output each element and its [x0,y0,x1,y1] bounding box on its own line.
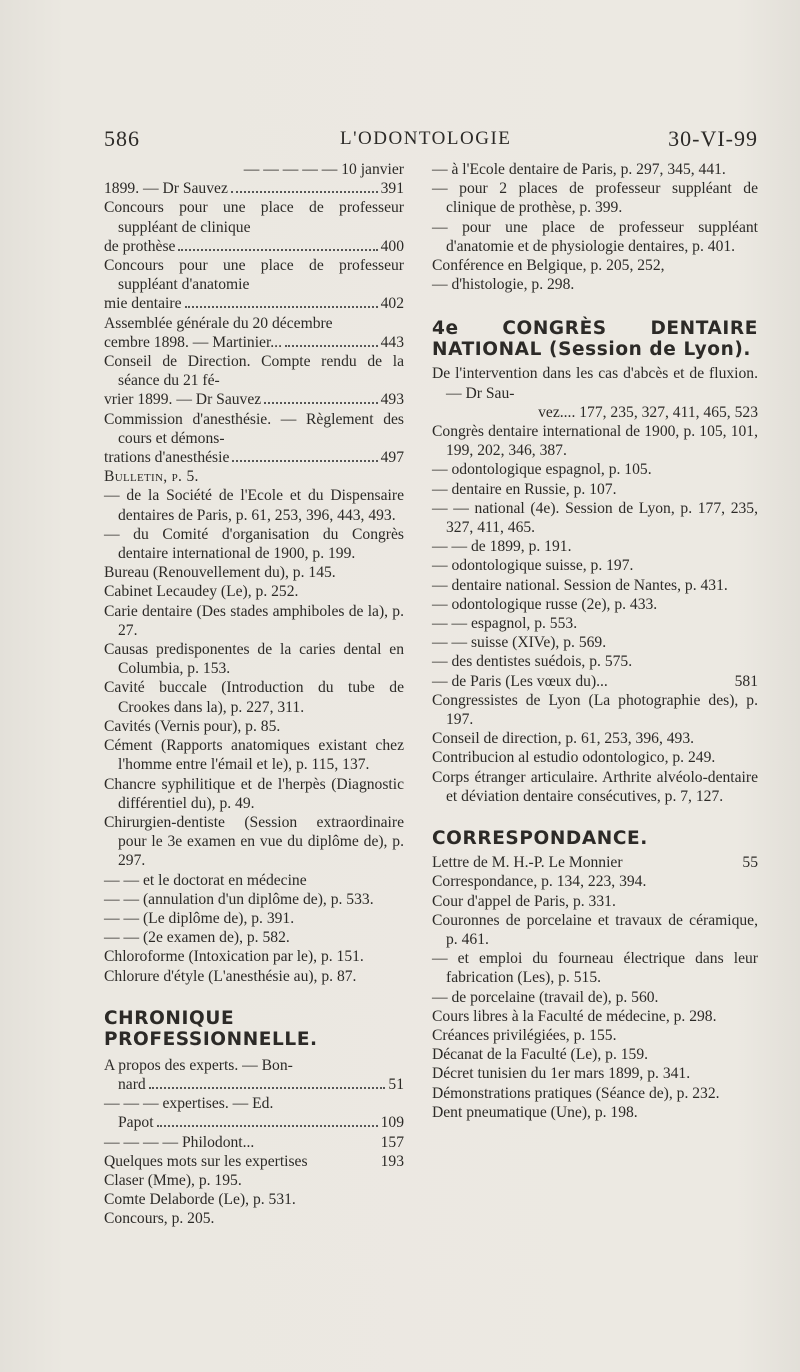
journal-title: L'ODONTOLOGIE [340,128,512,149]
index-entry: Dent pneumatique (Une), p. 198. [432,1103,638,1121]
index-entry: Commission d'anesthésie. — Règlement des cours et démons- [104,410,404,447]
issue-date: 30-VI-99 [668,126,758,151]
index-entry: De l'intervention dans les cas d'abcès et de fluxion. — Dr Sau- [432,365,758,402]
index-entry: — et emploi du fourneau électrique dans leur fabrication (Les), p. 515. [432,950,758,987]
index-entry: Corps étranger articulaire. Arthrite alvéolo-dentaire et déviation dentaire consécutives, p. 7, 127. [432,768,758,805]
index-entry-leader: 1899. — Dr Sauvez 391 [104,180,404,198]
index-entry: — — et le doctorat en médecine [104,871,307,889]
dot-leader [232,460,377,462]
index-entry: Cavité buccale (Introduction du tube de Crookes dans la), p. 227, 311. [104,679,404,716]
index-entry: Décanat de la Faculté (Le), p. 159. [432,1046,649,1064]
running-header [104,126,758,160]
index-entry: Congressistes de Lyon (La photographie des), p. 197. [432,691,758,729]
index-entry: — du Comité d'organisation du Congrès dentaire international de 1900, p. 199. [104,525,404,563]
index-entry: Démonstrations pratiques (Séance de), p. 232. [432,1084,720,1102]
index-entry: Carie dentaire (Des stades amphiboles de la), p. 27. [104,602,404,639]
index-entry: — — — — — 10 janvier [243,161,404,178]
index-entry: Comte Delaborde (Le), p. 531. [104,1191,296,1209]
section-heading: CHRONIQUE PROFESSIONNELLE. [104,1007,318,1050]
index-entry: Cour d'appel de Paris, p. 331. [432,892,616,910]
index-entry: Chancre syphilitique et de l'herpès (Diagnostic différentiel du), p. 49. [104,775,404,812]
section-heading: 4e CONGRÈS DENTAIRE NATIONAL (Session de Lyon). [432,318,758,361]
index-entry: — pour 2 places de professeur suppléant de clinique de prothèse, p. 399. [432,180,758,217]
index-entry: Chloroforme (Intoxication par le), p. 151. [104,948,364,966]
index-entry: — — espagnol, p. 553. [432,615,578,633]
index-entry: — dentaire en Russie, p. 107. [432,480,617,498]
index-entry-leader: Lettre de M. H.-P. Le Monnier 55 [432,854,758,872]
index-entry: Concours, p. 205. [104,1210,215,1228]
index-entry: — de porcelaine (travail de), p. 560. [432,988,659,1006]
dot-leader [157,1125,378,1127]
dot-leader [231,191,378,193]
index-entry: — — suisse (XIVe), p. 569. [432,634,607,652]
index-entry-leader: mie dentaire 402 [104,295,404,313]
index-entry: Assemblée générale du 20 décembre [104,314,333,332]
index-entry-leader: — — — — Philodont... 157 [104,1133,404,1151]
index-entry-leader: — de Paris (Les vœux du)... 581 [432,672,758,690]
index-entry-leader: Quelques mots sur les expertises 193 [104,1152,404,1170]
index-entry: Cément (Rapports anatomiques existant chez l'homme entre l'émail et le), p. 115, 137. [104,737,404,774]
index-entry: — — (annulation d'un diplôme de), p. 533. [104,890,374,908]
right-column [432,160,758,1122]
index-entry: — pour une place de professeur suppléant d'anatomie et de physiologie dentaires, p. 401. [432,218,758,255]
index-entry: Concours pour une place de professeur suppléant d'anatomie [104,257,404,294]
index-entry: Cavités (Vernis pour), p. 85. [104,717,281,735]
index-entry: — — de 1899, p. 191. [432,538,572,556]
index-entry-leader: de prothèse 400 [104,237,404,255]
index-entry: — odontologique russe (2e), p. 433. [432,595,658,613]
index-entry: Claser (Mme), p. 195. [104,1171,242,1189]
index-entry: — — (Le diplôme de), p. 391. [104,909,295,927]
index-entry: Couronnes de porcelaine et travaux de céramique, p. 461. [432,911,758,948]
index-entry: Conseil de direction, p. 61, 253, 396, 493. [432,730,695,748]
index-entry: Congrès dentaire international de 1900, p. 105, 101, 199, 202, 346, 387. [432,423,758,460]
index-entry-leader: nard 51 [118,1075,404,1093]
dot-leader [178,249,377,251]
left-column [104,160,404,1229]
index-entry: — — national (4e). Session de Lyon, p. 177, 235, 327, 411, 465. [432,499,758,537]
dot-leader [264,402,377,404]
dot-leader [185,306,378,308]
index-entry: Correspondance, p. 134, 223, 394. [432,873,647,891]
index-entry: — à l'Ecole dentaire de Paris, p. 297, 345, 441. [432,161,726,178]
index-entry: A propos des experts. — Bon- [104,1056,293,1074]
index-entry: — odontologique suisse, p. 197. [432,557,634,575]
index-entry-leader: vrier 1899. — Dr Sauvez 493 [104,391,404,409]
index-entry: — odontologique espagnol, p. 105. [432,461,652,479]
index-entry: Cabinet Lecaudey (Le), p. 252. [104,583,299,601]
index-entry: Bureau (Renouvellement du), p. 145. [104,564,336,582]
dot-leader [285,345,378,347]
index-entry: Bulletin, p. 5. [104,468,199,486]
index-entry: — — (2e examen de), p. 582. [104,929,290,947]
index-entry: Conférence en Belgique, p. 205, 252, [432,257,665,275]
index-entry: Contribucion al estudio odontologico, p. 249. [432,749,716,767]
index-entry: Décret tunisien du 1er mars 1899, p. 341. [432,1065,691,1083]
index-entry: vez.... 177, 235, 327, 411, 465, 523 [538,403,758,421]
index-entry: Créances privilégiées, p. 155. [432,1026,617,1044]
index-entry: Cours libres à la Faculté de médecine, p. 298. [432,1007,717,1025]
index-entry-leader: Papot 109 [118,1114,404,1132]
index-entry: Conseil de Direction. Compte rendu de la séance du 21 fé- [104,353,404,390]
index-entry: — de la Société de l'Ecole et du Dispensaire dentaires de Paris, p. 61, 253, 396, 443, 493. [104,487,404,524]
page-number: 586 [104,126,140,151]
index-entry: — — — expertises. — Ed. [104,1095,274,1113]
index-entry: — d'histologie, p. 298. [432,276,575,294]
index-entry: Chirurgien-dentiste (Session extraordinaire pour le 3e examen en vue du diplôme de), p. 297. [104,813,404,870]
index-entry-leader: cembre 1898. — Martinier... 443 [104,333,404,351]
index-entry-leader: trations d'anesthésie 497 [104,449,404,467]
section-heading: CORRESPONDANCE. [432,828,648,850]
index-entry: Chlorure d'étyle (L'anesthésie au), p. 87. [104,967,357,985]
index-entry: — dentaire national. Session de Nantes, p. 431. [432,576,728,594]
index-entry: — des dentistes suédois, p. 575. [432,653,633,671]
index-entry: Concours pour une place de professeur suppléant de clinique [104,199,404,236]
dot-leader [149,1087,386,1089]
index-entry: Causas predisponentes de la caries dental en Columbia, p. 153. [104,641,404,678]
